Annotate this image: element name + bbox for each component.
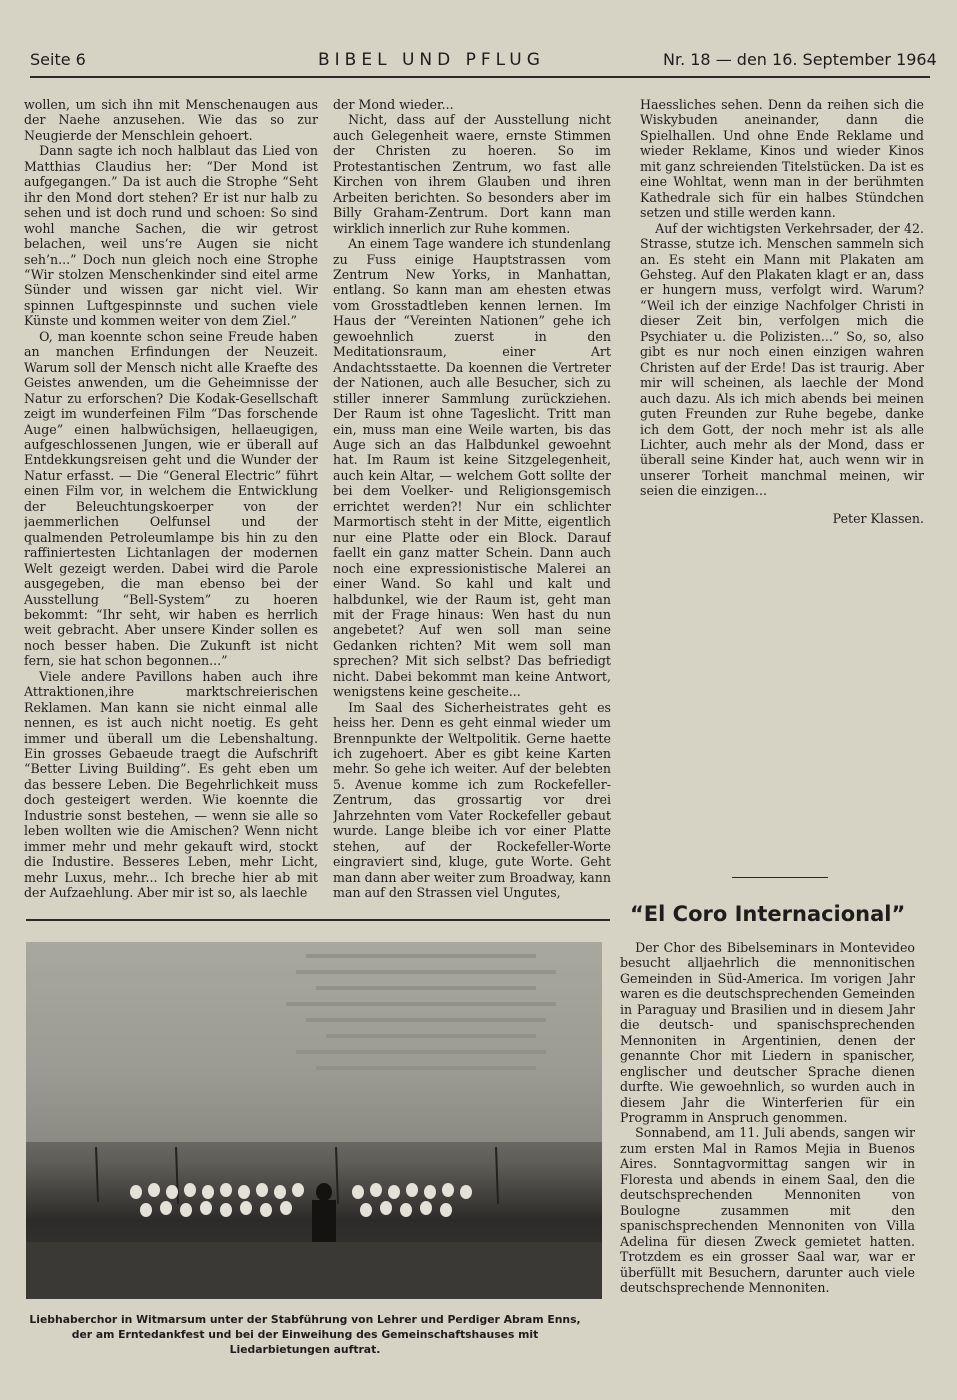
article-paragraph: der Mond wieder... [333,97,454,112]
article-paragraph: Nicht, dass auf der Ausstellung nicht auch Gelegenheit waere, ernste Stimmen der Christen zu hoeren. So im Protestantischen Zentrum, wo fast alle Kirchen von ihrem Glauben und ihren Arbeiten berichten. So besonders aber im Billy Graham-Zentrum. Dort kann man wirklich innerlich zur Ruhe kommen. [333,112,611,236]
header-rule [30,76,930,78]
article-column-1 [24,97,318,913]
choir-photo-svg [26,942,602,1299]
page-number: Seite 6 [30,50,86,69]
newspaper-title: BIBEL UND PFLUG [318,50,545,70]
article-paragraph: Dann sagte ich noch halblaut das Lied von Matthias Claudius her: “Der Mond ist aufgegangen.” Da ist auch die Strophe “Seht ihr den Mond dort stehen? Er ist nur halb zu sehen und ist doch rund und schoen: So sind wohl manche Sachen, die wir getrost belachen, weil uns’re Augen sie nicht seh’n...” Doch nun gleich noch eine Strophe “Wir stolzen Menschenkinder sind eitel arme Sünder und wissen gar nicht viel. Wir spinnen Luftgespinnste und suchen viele Künste und kommen weiter von dem Ziel.” [24,143,318,329]
issue-date: Nr. 18 — den 16. September 1964 [663,50,937,69]
section-heading: “El Coro Internacional” [630,902,906,926]
choir-photo [26,942,602,1299]
author-signature: Peter Klassen. [832,510,924,526]
signature-divider [732,877,828,878]
article-paragraph: Viele andere Pavillons haben auch ihre Attraktionen,ihre marktschreierischen Reklamen. Man kann sie nicht einmal alle nennen, es ist auch nicht noetig. Es geht immer und überall um die Lebenshaltung. Ein grosses Gebaeude traegt die Aufschrift “Better Living Building”. Es geht eben um das bessere Leben. Die Begehrlichkeit muss doch gesteigert werden. Wie koennte die Industrie sonst bestehen, — wenn sie alle so leben wollten wie die Amischen? Wenn nicht immer mehr und mehr gekauft wird, stockt die Industire. Besseres Leben, mehr Licht, mehr Luxus, mehr... Ich breche hier ab mit der Aufzaehlung. Aber mir ist so, als laechle [24,668,318,901]
article-paragraph: Auf der wichtigsten Verkehrsader, der 42. Strasse, stutze ich. Menschen sammeln sich an. Es steht ein Mann mit Plakaten am Gehsteg. Auf den Plakaten klagt er an, dass er hungern muss, verfolgt wird. Warum? “Weil ich der einzige Nachfolger Christi in dieser Zeit bin, verfolgen mich die Psychiater u. die Polizisten...” So, so, also gibt es nur noch einen einzigen wahren Christen auf der Erde! Das ist traurig. Aber mir will scheinen, als laechle der Mond auch dazu. Als ich mich abends bei meinen guten Freunden zur Ruhe begebe, danke ich dem Gott, der noch mehr ist als alle Lichter, auch mehr als der Mond, dass er überall seine Kinder hat, auch wenn wir in unserer Torheit manchmal meinen, wir seien die einzigen... [640,220,924,499]
article-paragraph: wollen, um sich ihn mit Menschenaugen aus der Naehe anzusehen. Wie das so zur Neugierde der Menschlein gehoert. [24,97,318,143]
coro-article [620,940,915,1370]
photo-caption: Liebhaberchor in Witmarsum unter der Stabführung von Lehrer und Perdiger Abram Enns, der am Erntedankfest und bei der Einweihung des Gemeinschaftshauses mit Liedarbietungen auftrat. [29,1313,581,1356]
coro-paragraph: Sonnabend, am 11. Juli abends, sangen wir zum ersten Mal in Ramos Mejia in Buenos Aires. Sonntagvormittag sangen wir in Floresta und abends in einem Saal, den die deutschsprechenden Mennoniten von Boulogne zusammen mit den spanischsprechenden Mennoniten von Villa Adelina für diesen Zweck gemietet hatten. Trotzdem es ein grosser Saal war, war er überfüllt mit Besuchern, darunter auch viele deutschsprechende Mennoniten. [620,1125,915,1295]
article-paragraph: Haessliches sehen. Denn da reihen sich die Wiskybuden aneinander, dann die Spielhallen. Und ohne Ende Reklame und wieder Reklame, Kinos und wieder Kinos mit ganz schreienden Titelstücken. Da ist es eine Wohltat, wenn man in der berühmten Kathedrale sich für ein halbes Stündchen setzen und stille werden kann. [640,97,924,221]
article-paragraph: An einem Tage wandere ich stundenlang zu Fuss einige Hauptstrassen vom Zentrum New Yorks, in Manhattan, entlang. So kann man am ehesten etwas vom Grosstadtleben kennen lernen. Im Haus der “Vereinten Nationen” gehe ich gewoehnlich zuerst in den Meditationsraum, einer Art Andachtsstaette. Da koennen die Vertreter der Nationen, auch alle Besucher, sich zu stiller innerer Sammlung zurückziehen. Der Raum ist ohne Tageslicht. Tritt man ein, muss man eine Weile warten, bis das Auge sich an das Halbdunkel gewoehnt hat. Im Raum ist keine Sitzgelegenheit, auch kein Altar, — welchem Gott sollte der bei dem Voelker- und Religionsgemisch errichtet werden?! Nur ein schlichter Marmortisch steht in der Mitte, eigentlich nur eine Platte oder ein Block. Darauf faellt ein ganz matter Schein. Dann auch noch eine expressionistische Malerei an einer Wand. So kahl und kalt und halbdunkel, wie der Raum ist, geht man mit der Frage hinaus: Wen hast du nun angebetet? Auf wen soll man seine Gedanken richten? Mit wem soll man sprechen? Mit sich selbst? Das befriedigt nicht. Dabei bekommt man keine Antwort, wenigstens keine gescheite... [333,236,611,700]
article-column-3 [640,97,924,867]
article-paragraph: O, man koennte schon seine Freude haben an manchen Erfindungen der Neuzeit. Warum soll der Mensch nicht alle Kraefte des Geistes anwenden, um die Geheimnisse der Natur zu erforschen? Die Kodak-Gesellschaft zeigt im wunderfeinen Film “Das forschende Auge” einen halbwüchsigen, hellaeugigen, aufgeschlossenen Jungen, wie er überall auf Entdekkungsreisen geht und die Wunder der Natur erfasst. — Die “General Electric” führt einen Film vor, in welchem die Entwicklung der Beleuchtungskoerper von der jaemmerlichen Oelfunsel und der qualmenden Petroleumlampe bis hin zu den raffiniertesten Lichtanlagen der modernen Welt gezeigt werden. Dabei wird die Parole ausgegeben, die man ebenso bei der Ausstellung “Bell-System” zu hoeren bekommt: “Ihr seht, wir haben es herrlich weit gebracht. Aber unsere Kinder sollen es noch besser haben. Die Zukunft ist nicht fern, sie hat schon begonnen...” [24,328,318,669]
coro-paragraph: Der Chor des Bibelseminars in Montevideo besucht alljaehrlich die mennonitischen Gemeinden in Süd-America. Im vorigen Jahr waren es die deutschsprechenden Gemeinden in Paraguay und Brasilien und in diesem Jahr die deutsch- und spanischsprechenden Mennoniten in Argentinien, denen der genannte Chor mit Liedern in spanischer, englischer und deutscher Sprache dienen durfte. Wie gewoehnlich, so wurden auch in diesem Jahr die Winterferien für ein Programm in Anspruch genommen. [620,940,915,1125]
article-column-2 [333,97,611,913]
article-paragraph: Im Saal des Sicherheistrates geht es heiss her. Denn es geht einmal wieder um Brennpunkte der Weltpolitik. Gerne haette ich zugehoert. Aber es gibt keine Karten mehr. So gehe ich weiter. Auf der belebten 5. Avenue komme ich zum Rockefeller-Zentrum, das grossartig vor drei Jahrzehnten vom Vater Rockefeller gebaut wurde. Lange bleibe ich vor einer Platte stehen, auf der Rockefeller-Worte eingraviert sind, kluge, gute Worte. Geht man dann aber weiter zum Broadway, kann man auf den Strassen viel Ungutes, [333,699,611,901]
article-divider [26,919,610,921]
